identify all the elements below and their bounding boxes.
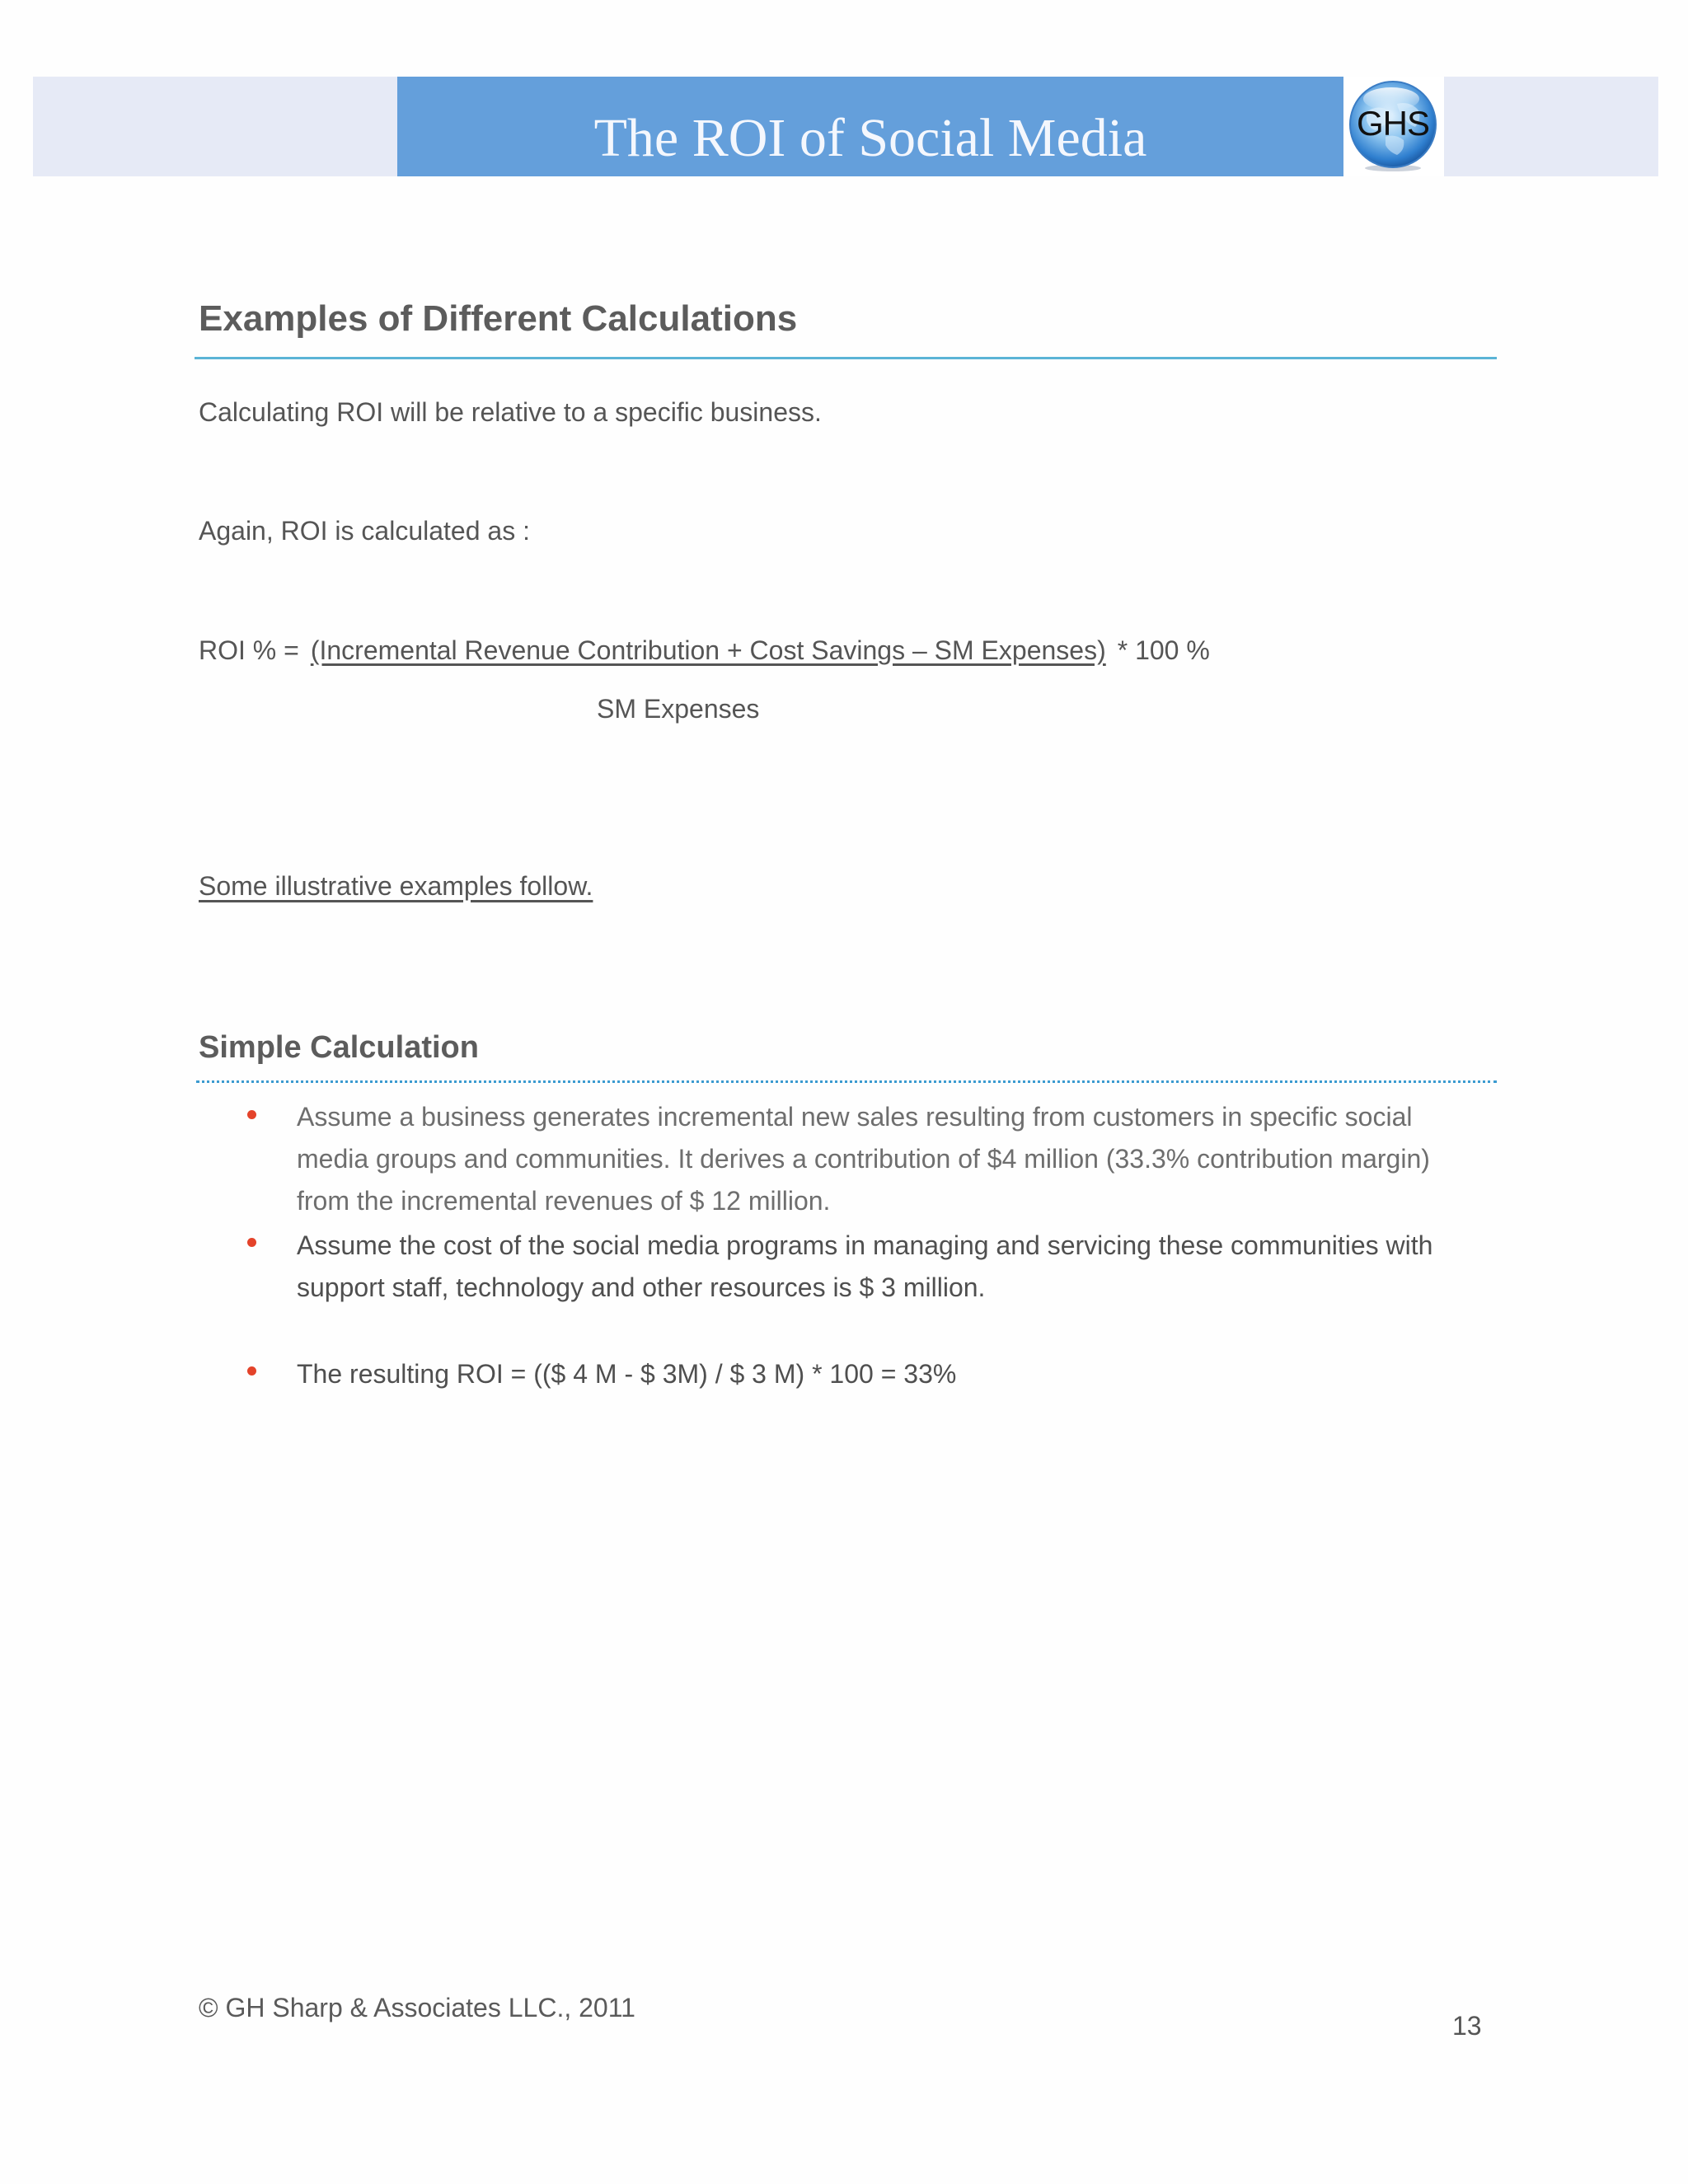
formula-suffix: * 100 % — [1117, 635, 1210, 665]
document-title: The ROI of Social Media — [593, 108, 1147, 168]
roi-formula — [199, 635, 1210, 666]
bullet-text: Assume the cost of the social media programs in managing and servicing these communities with support staff, technology and other resources is $ 3 million. — [297, 1230, 1433, 1302]
logo-text: GHS — [1356, 104, 1429, 143]
section-heading-examples: Examples of Different Calculations — [199, 298, 798, 339]
bullet-icon — [247, 1366, 256, 1376]
intro-paragraph: Calculating ROI will be relative to a specific business. — [199, 397, 822, 427]
again-paragraph: Again, ROI is calculated as : — [199, 516, 530, 546]
section-divider — [195, 357, 1497, 359]
page-number: 13 — [1452, 2011, 1482, 2041]
section-divider-dotted — [196, 1080, 1497, 1083]
formula-numerator: (Incremental Revenue Contribution + Cost Savings – SM Expenses) — [310, 635, 1106, 665]
bullet-icon — [247, 1110, 256, 1119]
bullet-text: Assume a business generates incremental new sales resulting from customers in specific social media groups and communities. It derives a contribution of $4 million (33.3% contribution margin) from the incremental revenues of $ 12 million. — [297, 1102, 1430, 1216]
formula-prefix: ROI % = — [199, 635, 299, 665]
bullet-icon — [247, 1238, 256, 1247]
bullet-text: The resulting ROI = (($ 4 M - $ 3M) / $ 3 M) * 100 = 33% — [297, 1359, 957, 1389]
section-heading-simple-calculation: Simple Calculation — [199, 1030, 479, 1065]
footer-copyright: © GH Sharp & Associates LLC., 2011 — [199, 1993, 635, 2022]
examples-note: Some illustrative examples follow. — [199, 871, 593, 901]
formula-denominator: SM Expenses — [597, 694, 760, 724]
